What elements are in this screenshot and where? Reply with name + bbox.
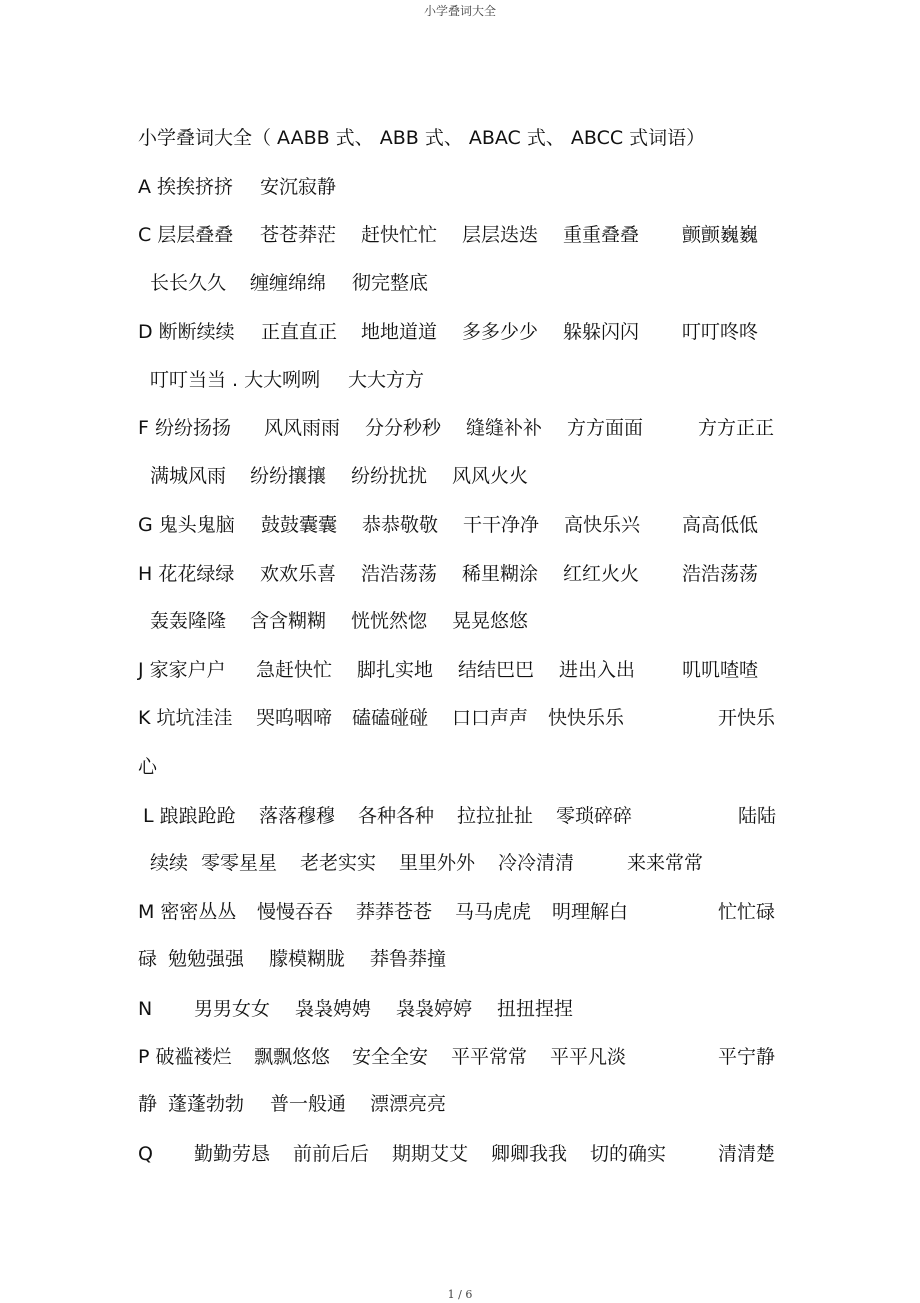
word-line [0,366,920,394]
word-item: 拉拉扯扯 [457,805,534,827]
word-item: 纷纷攘攘 [250,465,327,487]
word-line [0,898,920,926]
word-line [0,173,920,201]
word-item: 地地道道 [361,321,438,343]
word-item: 方方正正 [698,417,775,439]
word-item: 零琐碎碎 [556,805,633,827]
word-item: 心 [138,756,158,778]
word-item: 苍苍莽茫 [260,224,337,246]
word-item: 浩浩荡荡 [361,563,438,585]
word-item: 平宁静 [718,1046,776,1068]
word-item: 各种各种 [358,805,435,827]
page-header: 小学叠词大全 [423,4,496,18]
word-item: 卿卿我我 [491,1143,568,1165]
word-item: Q [138,1143,153,1165]
word-line [0,511,920,539]
word-item: N [138,998,153,1020]
word-item: 开快乐 [718,707,776,729]
word-item: 漂漂亮亮 [370,1093,447,1115]
word-item: 飘飘悠悠 [254,1046,331,1068]
word-item: 彻完整底 [352,272,429,294]
word-item: 勤勤劳恳 [194,1143,271,1165]
word-item: 来来常常 [627,852,704,874]
word-item: J 家家户户 [138,659,226,681]
word-item: 莽莽苍苍 [356,901,433,923]
word-item: 安沉寂静 [260,176,337,198]
word-item: 轰轰隆隆 [150,610,227,632]
word-item: 里里外外 [399,852,476,874]
word-item: P 破褴褛烂 [138,1046,232,1068]
word-line [0,462,920,490]
word-item: 红红火火 [563,563,640,585]
word-line [0,318,920,346]
word-item: 明理解白 [552,901,629,923]
word-item: 期期艾艾 [392,1143,469,1165]
word-item: 慢慢吞吞 [257,901,334,923]
word-item: 躲躲闪闪 [563,321,640,343]
word-line [0,849,920,877]
word-item: 恭恭敬敬 [362,514,439,536]
word-item: L 踉踉跄跄 [143,805,236,827]
word-item: 脚扎实地 [357,659,434,681]
word-item: 欢欢乐喜 [260,563,337,585]
word-line [0,1043,920,1071]
word-item: 切的确实 [590,1143,667,1165]
word-item: 晃晃悠悠 [452,610,529,632]
word-item: 层层迭迭 [462,224,539,246]
word-item: 结结巴巴 [458,659,535,681]
document-title: 小学叠词大全（ AABB 式、 ABB 式、 ABAC 式、 ABCC 式词语） [138,127,706,149]
word-item: 叽叽喳喳 [682,659,759,681]
word-item: 平平凡淡 [550,1046,627,1068]
word-item: 磕磕碰碰 [352,707,429,729]
word-item: G 鬼头鬼脑 [138,514,235,536]
word-item: 高快乐兴 [564,514,641,536]
word-line [0,995,920,1023]
word-item: H 花花绿绿 [138,563,235,585]
word-item: D 断断续续 [138,321,235,343]
word-item: 朦模糊胧 [269,948,346,970]
word-item: 多多少少 [462,321,539,343]
word-item: K 坑坑洼洼 [138,707,233,729]
word-item: F 纷纷扬扬 [138,417,231,439]
word-item: 急赶快忙 [256,659,333,681]
word-item: 重重叠叠 [563,224,640,246]
word-item: M 密密丛丛 [138,901,237,923]
word-item: 高高低低 [682,514,759,536]
word-item: 冷冷清清 [498,852,575,874]
word-item: 浩浩荡荡 [682,563,759,585]
word-item: 口口声声 [452,707,529,729]
word-item: 干干净净 [463,514,540,536]
word-item: 零零星星 [201,852,278,874]
word-item: 蓬蓬勃勃 [168,1093,245,1115]
word-item: 风风火火 [452,465,529,487]
page-number: 1 / 6 [447,1288,473,1301]
word-item: 快快乐乐 [548,707,625,729]
word-line [0,269,920,297]
word-item: C 层层叠叠 [138,224,234,246]
word-item: 风风雨雨 [264,417,341,439]
word-item: 方方面面 [567,417,644,439]
word-item: 莽鲁莽撞 [370,948,447,970]
word-item: 叮叮咚咚 [682,321,759,343]
word-item: 哭呜咽啼 [256,707,333,729]
word-line [0,560,920,588]
word-line [0,704,920,732]
word-item: 稀里糊涂 [462,563,539,585]
word-line [0,1090,920,1118]
word-item: 恍恍然惚 [351,610,428,632]
word-item: 碌 [138,948,158,970]
word-item: 分分秒秒 [365,417,442,439]
word-item: 陆陆 [738,805,777,827]
word-item: 纷纷扰扰 [351,465,428,487]
word-item: 前前后后 [293,1143,370,1165]
word-item: 正直直正 [261,321,338,343]
word-item: 忙忙碌 [718,901,776,923]
word-item: 清清楚 [718,1143,776,1165]
word-item: 袅袅婷婷 [396,998,473,1020]
word-item: A 挨挨挤挤 [138,176,234,198]
word-item: 颤颤巍巍 [682,224,759,246]
word-line [0,414,920,442]
word-item: 普一般通 [270,1093,347,1115]
word-item: 长长久久 [150,272,227,294]
word-line [0,656,920,684]
word-line [0,607,920,635]
word-item: 平平常常 [451,1046,528,1068]
word-line [0,945,920,973]
word-line [0,753,920,781]
word-item: 扭扭捏捏 [497,998,574,1020]
word-item: 进出入出 [559,659,636,681]
word-item: 安全全安 [352,1046,429,1068]
word-item: 叮叮当当 . 大大咧咧 [150,369,321,391]
word-item: 缝缝补补 [466,417,543,439]
word-item: 鼓鼓囊囊 [261,514,338,536]
word-line [0,1140,920,1168]
word-item: 含含糊糊 [250,610,327,632]
word-line [0,802,920,830]
word-item: 老老实实 [300,852,377,874]
word-item: 赶快忙忙 [361,224,438,246]
word-item: 落落穆穆 [259,805,336,827]
word-item: 续续 [150,852,189,874]
word-line [0,221,920,249]
word-item: 勉勉强强 [168,948,245,970]
word-item: 缠缠绵绵 [250,272,327,294]
word-item: 马马虎虎 [455,901,532,923]
word-item: 袅袅娉娉 [295,998,372,1020]
word-item: 男男女女 [194,998,271,1020]
word-item: 大大方方 [348,369,425,391]
word-item: 满城风雨 [150,465,227,487]
word-item: 静 [138,1093,158,1115]
